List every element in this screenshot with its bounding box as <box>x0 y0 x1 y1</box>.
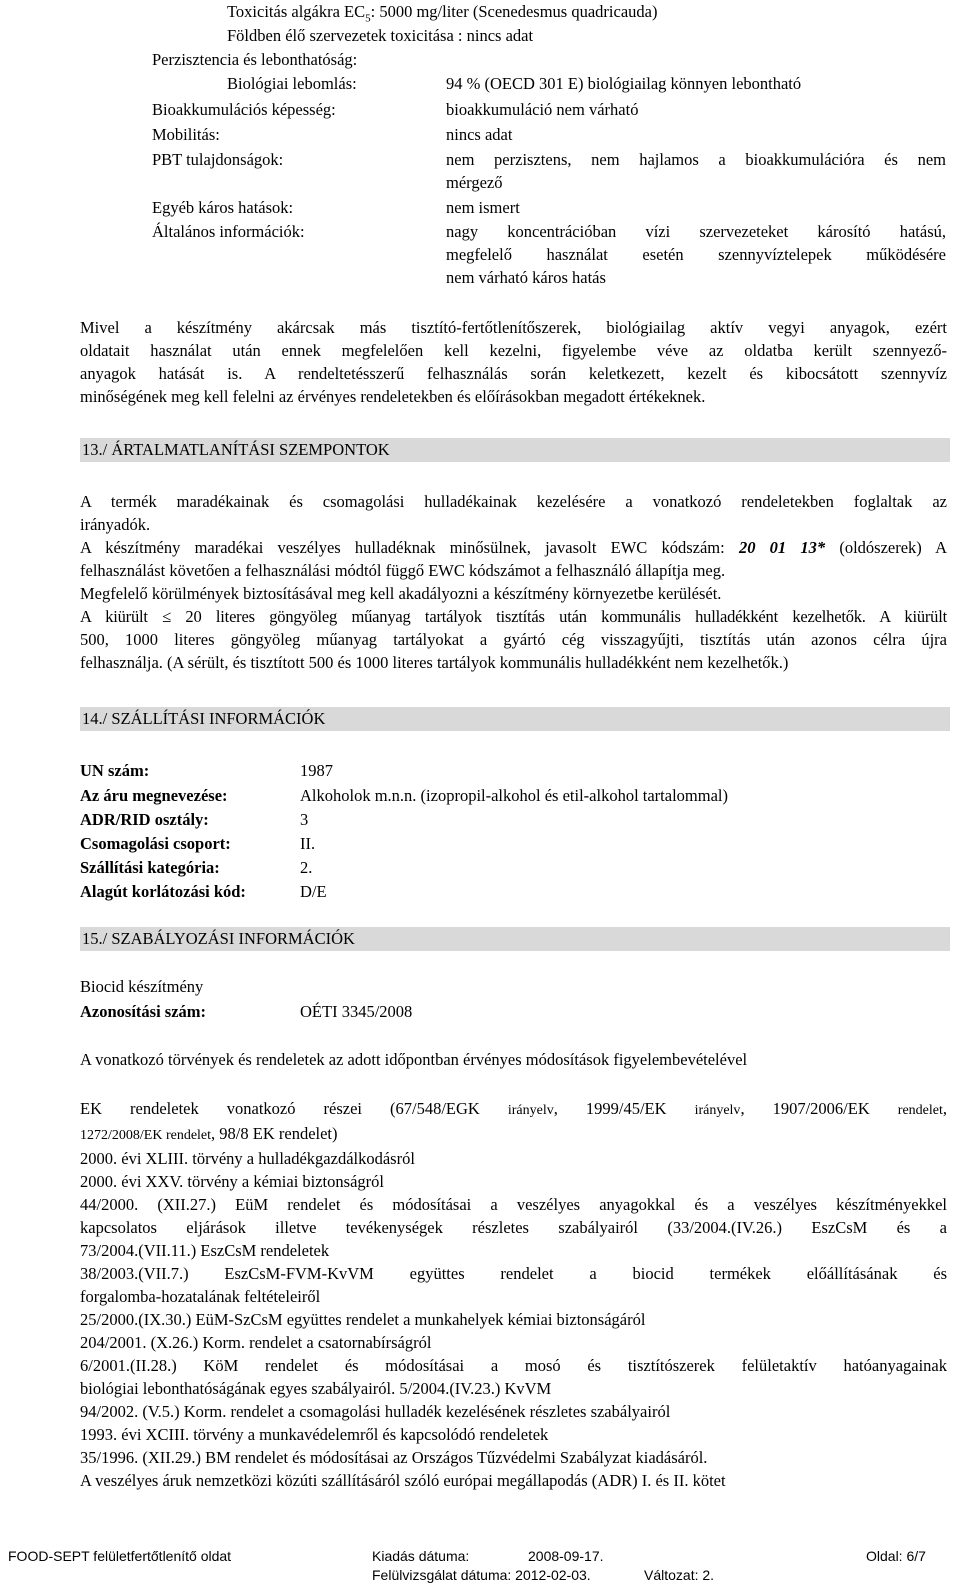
goods-name-value: Alkoholok m.n.n. (izopropil-alkohol és etil-alkohol tartalommal) <box>300 786 728 805</box>
adr-class-label: ADR/RID osztály: <box>80 810 209 829</box>
packing-group-value: II. <box>300 834 316 853</box>
un-number-value: 1987 <box>300 761 333 780</box>
property-label: PBT tulajdonságok: <box>152 150 284 169</box>
footer-issue-date: 2008-09-17. <box>528 1548 604 1564</box>
property-label: Mobilitás: <box>152 125 220 144</box>
property-label: Egyéb káros hatások: <box>152 198 294 217</box>
property-label: Általános információk: <box>152 222 305 241</box>
wastewater-paragraph: Mivel a készítmény akárcsak más tisztító-fertőtlenítőszerek, biológiailag aktív vegyi anyagok, ezért oldatait használat után ennek megfelelően kell kezelni, figyelembe véve az oldatba került szennyező- anyagok hatását is. A rendeltetésszerű felhasználás során keletkezett, kezelt és kibocsátott szennyvíz minőségének meg kell felelni az érvényes rendeletekben és előírásokban megadott értékeknek. <box>80 318 947 406</box>
property-value: bioakkumuláció nem várható <box>446 100 639 119</box>
adr-class-value: 3 <box>300 810 309 829</box>
section-13-title: 13./ ÁRTALMATLANÍTÁSI SZEMPONTOK <box>82 440 390 459</box>
section-14-title: 14./ SZÁLLÍTÁSI INFORMÁCIÓK <box>82 709 326 728</box>
property-value: nem perzisztens, nem hajlamos a bioakkumulációra és nem mérgező <box>446 150 946 192</box>
section-15-title: 15./ SZABÁLYOZÁSI INFORMÁCIÓK <box>82 929 355 948</box>
property-value: nagy koncentrációban vízi szervezeteket károsító hatású, megfelelő használat esetén szennyvíztelepek működésére nem várható káros hatás <box>446 222 946 287</box>
soil-toxicity-line: Földben élő szervezetek toxicitása : nincs adat <box>227 26 534 45</box>
property-label: Bioakkumulációs képesség: <box>152 100 336 119</box>
property-label: Biológiai lebomlás: <box>227 74 357 93</box>
footer-product: FOOD-SEPT felületfertőtlenítő oldat <box>8 1548 232 1564</box>
footer-version: Változat: 2. <box>644 1567 715 1583</box>
tunnel-code-label: Alagút korlátozási kód: <box>80 882 246 901</box>
section-13-paragraph: A termék maradékainak és csomagolási hulladékainak kezelésére a vonatkozó rendeletekben foglaltak az irányadók. A készítmény maradékai veszélyes hulladéknak minősülnek, javasolt EWC kódszám: 20 01 13* (oldószerek) A felhasználást követően a felhasználási módtól függő EWC kódszámot a felhasználó állapítja meg. Megfelelő körülmények biztosításával meg kell akadályozni a készítmény környezetbe kerülését. A kiürült ≤ 20 literes göngyöleg műanyag tartályok tisztítás után kommunális hulladékként kezelhetők. A kiürült 500, 1000 literes göngyöleg műanyag tartályokat a gyártó cég visszagyűjti, tisztítás után azonos célra újra felhasználja. (A sérült, és tisztított 500 és 1000 literes tartályok kommunális hulladékként nem kezelhetők.) <box>80 492 947 672</box>
goods-name-label: Az áru megnevezése: <box>80 786 228 805</box>
id-number-value: OÉTI 3345/2008 <box>300 1002 413 1021</box>
law-item: 2000. évi XLIII. törvény a hulladékgazdálkodásról <box>80 1149 415 1168</box>
packing-group-label: Csomagolási csoport: <box>80 834 231 853</box>
transport-category-value: 2. <box>300 858 313 877</box>
footer-issue-label: Kiadás dátuma: <box>372 1548 470 1564</box>
un-number-label: UN szám: <box>80 761 150 780</box>
toxicity-algae-line: Toxicitás algákra $EC_5$: 5000 mg/liter (Scenedesmus quadricauda) <box>227 2 658 25</box>
id-number-label: Azonosítási szám: <box>80 1002 207 1021</box>
tunnel-code-value: D/E <box>300 882 327 901</box>
transport-category-label: Szállítási kategória: <box>80 858 220 877</box>
regulations-list: EK rendeletek vonatkozó részei (67/548/EGK irányelv, 1999/45/EK irányelv, 1907/2006/EK rendelet, 1272/2008/EK rendelet, 98/8 EK rendelet) 2000. évi XLIII. törvény a hulladékgazdálkodásról 2000. évi XXV. törvény a kémiai biztonságról 44/2000. (XII.27.) EüM rendelet és módosításai a veszélyes anyagokkal és a veszélyes készítményekkel kapcsolatos eljárások illetve tevékenységek részletes szabályairól (33/2004.(IV.26.) EszCsM és a 73/2004.(VII.11.) EszCsM rendeletek 38/2003.(VII.7.) EszCsM-FVM-KvVM együttes rendelet a biocid termékek előállításának és forgalomba-hozatalának feltételeiről 25/2000.(IX.30.) EüM-SzCsM együttes rendelet a munkahelyek kémiai biztonságáról 204/2001. (X.26.) Korm. rendelet a csatornabírságról 6/2001.(II.28.) KöM rendelet és módosításai a mosó és tisztítószerek felületaktív hatóanyagainak biológiai lebonthatóságának egyes szabályairól. 5/2004.(IV.23.) KvVM 94/2002. (V.5.) Korm. rendelet a csomagolási hulladék kezelésének részletes szabályairól 1993. évi XCIII. törvény a munkavédelemről és kapcsolódó rendeletek 35/1996. (XII.29.) BM rendelet és módosításai az Országos Tűzvédelmi Szabályzat kiadásáról. A veszélyes áruk nemzetközi közúti szállításáról szóló európai megállapodás (ADR) I. és II. kötet <box>80 1099 947 1490</box>
property-value: nincs adat <box>446 125 513 144</box>
property-value: nem ismert <box>446 198 520 217</box>
persistence-heading: Perzisztencia és lebonthatóság: <box>152 50 358 69</box>
footer-page: Oldal: 6/7 <box>866 1548 926 1564</box>
law-item: 2000. évi XXV. törvény a kémiai biztonságról <box>80 1172 384 1191</box>
biocid-label: Biocid készítmény <box>80 977 204 996</box>
laws-intro: A vonatkozó törvények és rendeletek az adott időpontban érvényes módosítások figyelembevételével <box>80 1050 748 1069</box>
property-value: 94 % (OECD 301 E) biológiailag könnyen lebontható <box>446 74 802 93</box>
footer-review: Felülvizsgálat dátuma: 2012-02-03. <box>372 1567 591 1583</box>
